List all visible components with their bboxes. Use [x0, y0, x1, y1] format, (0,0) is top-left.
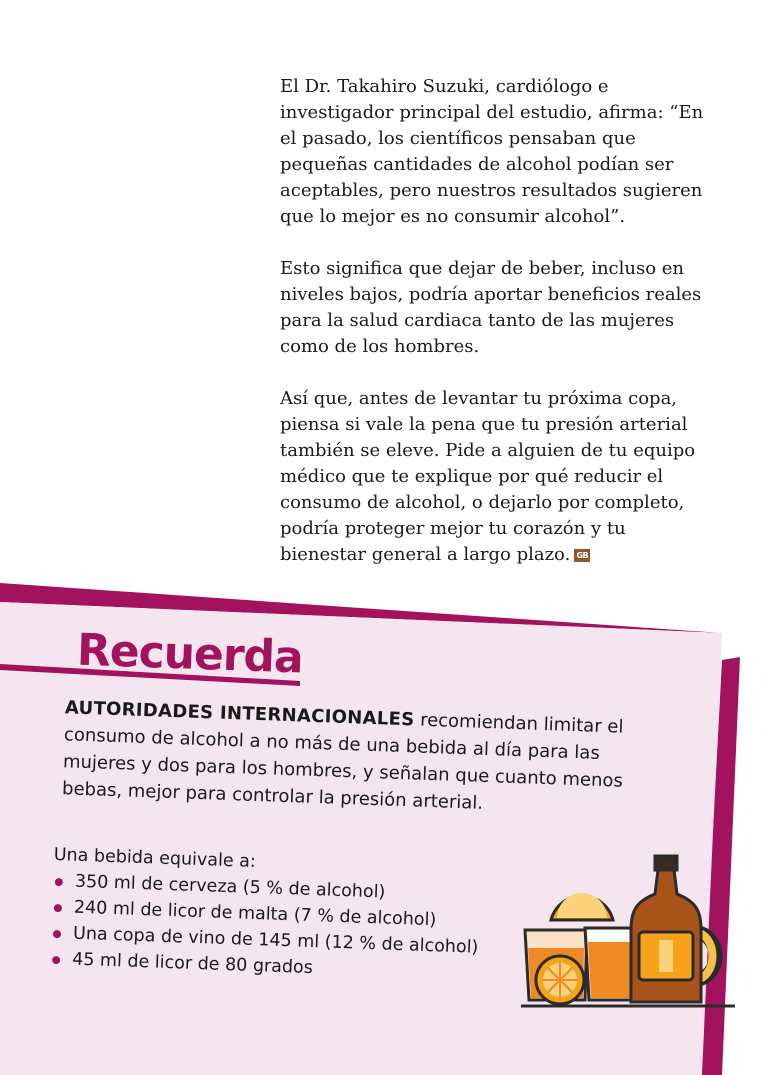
article-paragraph: Esto significa que dejar de beber, incluso en niveles bajos, podría aportar beneficios reales para la salud cardiaca tanto de las mujeres como de los hombres.	[280, 258, 702, 357]
article-paragraph: El Dr. Takahiro Suzuki, cardiólogo e investigador principal del estudio, afirma: “En el pasado, los científicos pensaban que pequeñas cantidades de alcohol podían ser aceptables, pero nuestros resultados sugieren que lo mejor es no consumir alcohol”.	[280, 76, 704, 227]
drink-list	[50, 868, 533, 989]
list-item: 240 ml de licor de malta (7 % de alcohol)	[52, 894, 533, 937]
drink-equivalents	[50, 842, 534, 989]
recuerda-lead-bold: AUTORIDADES INTERNACIONALES	[64, 697, 415, 731]
list-item: 45 ml de licor de 80 grados	[50, 946, 531, 989]
list-item: 350 ml de cerveza (5 % de alcohol)	[52, 868, 533, 911]
beer-bottle-icon	[631, 856, 701, 1002]
drinks-illustration	[515, 850, 740, 1015]
beer-glass-icon	[585, 928, 637, 1000]
drink-list-intro: Una bebida equivale a:	[53, 844, 257, 872]
recuerda-lead	[62, 694, 665, 823]
recuerda-title: Recuerda	[76, 624, 304, 684]
recuerda-lead-text: recomiendan limitar el consumo de alcohol a no más de una bebida al día para las mujeres y dos para los hombres, y señalan que cuanto menos bebas, mejor para controlar la presión arterial.	[61, 709, 624, 814]
list-item: Una copa de vino de 145 ml (12 % de alcohol)	[51, 920, 532, 963]
article-paragraph-text: Así que, antes de levantar tu próxima copa, piensa si vale la pena que tu presión arterial también se eleve. Pide a alguien de tu equipo médico que te explique por qué reducir el consumo de alcohol, o dejarlo por completo, podría proteger mejor tu corazón y tu bienestar general a largo plazo.	[280, 388, 696, 565]
gb-logo-icon: GB	[574, 549, 590, 562]
